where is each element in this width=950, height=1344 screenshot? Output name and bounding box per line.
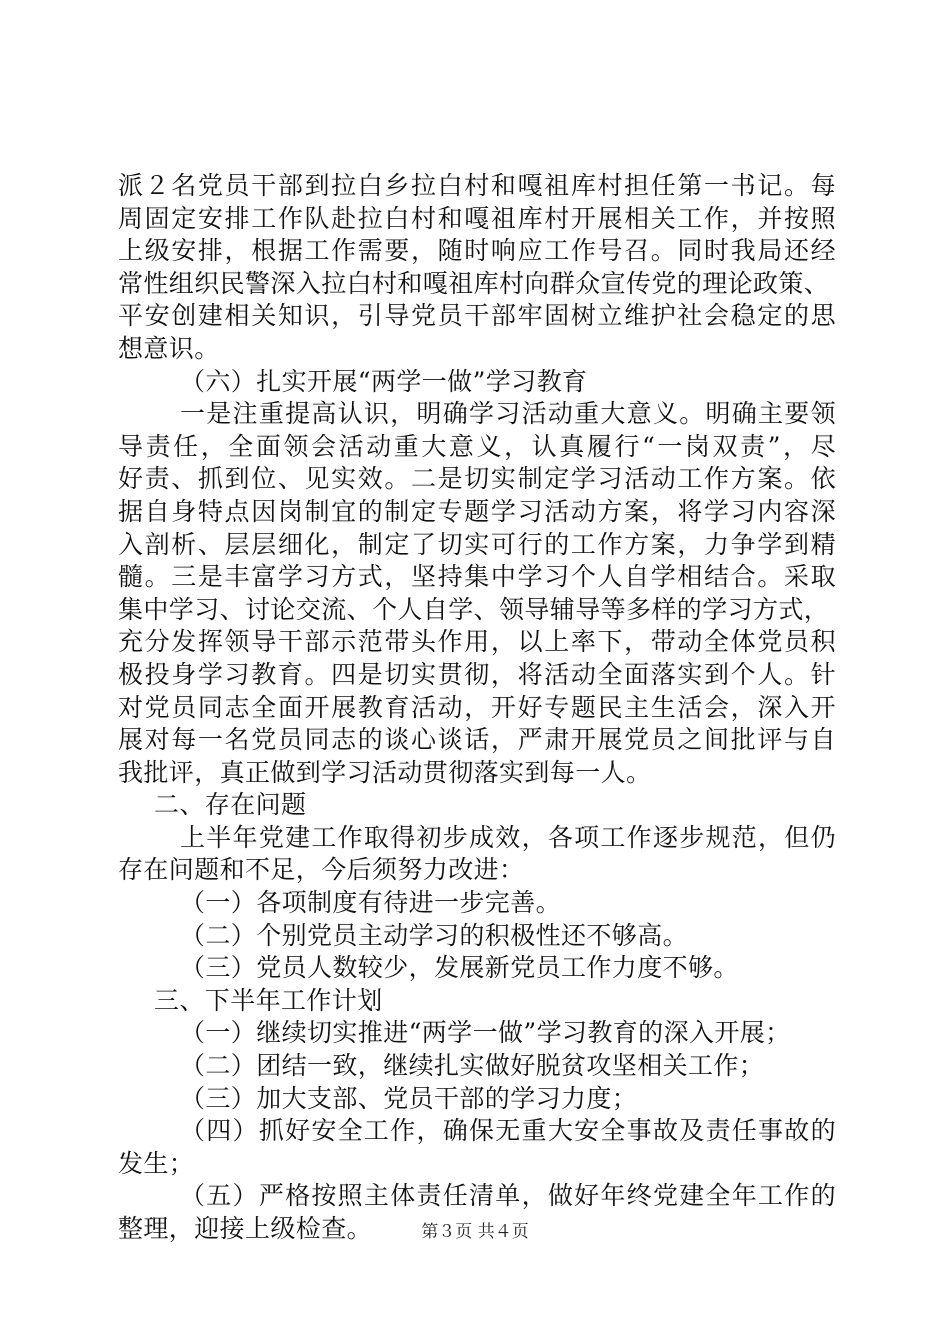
text-line: 派２名党员干部到拉白乡拉白村和嘎祖库村担任第一书记。每 xyxy=(118,171,836,200)
list-item: （三）党员人数较少，发展新党员工作力度不够。 xyxy=(180,953,739,983)
text-line: 周固定安排工作队赴拉白村和嘎祖库村开展相关工作，并按照 xyxy=(118,203,836,233)
text-line: 髓。三是丰富学习方式，坚持集中学习个人自学相结合。采取 xyxy=(118,562,836,592)
list-item: （一）各项制度有待进一步完善。 xyxy=(180,888,562,918)
text-line: 展对每一名党员同志的谈心谈话，严肃开展党员之间批评与自 xyxy=(118,725,836,755)
text-line: 对党员同志全面开展教育活动，开好专题民主生活会，深入开 xyxy=(118,692,836,722)
text-line: 平安创建相关知识，引导党员干部牢固树立维护社会稳定的思 xyxy=(118,301,836,331)
section-heading: 三、下半年工作计划 xyxy=(154,985,383,1015)
document-body xyxy=(118,170,836,1246)
section-heading: 二、存在问题 xyxy=(154,790,307,820)
text-line: 发生； xyxy=(118,1148,195,1178)
list-item: （五）严格按照主体责任清单，做好年终党建全年工作的 xyxy=(180,1181,836,1211)
text-line: 好责、抓到位、见实效。二是切实制定学习活动工作方案。依 xyxy=(118,464,836,494)
text-line: 整理，迎接上级检查。 xyxy=(118,1214,373,1243)
text-line: 想意识。 xyxy=(118,333,220,363)
text-line: 存在问题和不足，今后须努力改进： xyxy=(118,855,525,885)
list-item: （二）个别党员主动学习的积极性还不够高。 xyxy=(180,920,689,950)
list-item: （三）加大支部、党员干部的学习力度； xyxy=(180,1083,638,1113)
paragraph-first-line: 一是注重提高认识，明确学习活动重大意义。明确主要领 xyxy=(180,399,836,429)
text-line: 入剖析、层层细化，制定了切实可行的工作方案，力争学到精 xyxy=(118,529,836,559)
text-line: 据自身特点因岗制宜的制定专题学习活动方案，将学习内容深 xyxy=(118,496,836,526)
text-line: 集中学习、讨论交流、个人自学、领导辅导等多样的学习方式， xyxy=(118,594,830,624)
text-line: 导责任，全面领会活动重大意义，认真履行“一岗双责”，尽 xyxy=(118,431,836,461)
paragraph-first-line: 上半年党建工作取得初步成效，各项工作逐步规范，但仍 xyxy=(180,822,836,852)
list-item: （四）抓好安全工作，确保无重大安全事故及责任事故的 xyxy=(180,1116,836,1146)
text-line: 充分发挥领导干部示范带头作用，以上率下，带动全体党员积 xyxy=(118,627,836,657)
list-item: （一）继续切实推进“两学一做”学习教育的深入开展； xyxy=(180,1018,791,1048)
text-line: 我批评，真正做到学习活动贯彻落实到每一人。 xyxy=(118,757,652,787)
text-line: 常性组织民警深入拉白村和嘎祖库村向群众宣传党的理论政策、 xyxy=(118,268,830,298)
text-line: 上级安排，根据工作需要，随时响应工作号召。同时我局还经 xyxy=(118,236,836,266)
text-line: 极投身学习教育。四是切实贯彻，将活动全面落实到个人。针 xyxy=(118,659,836,689)
page-number-footer: 第３页 共４页 xyxy=(421,1222,529,1242)
section-heading: （六）扎实开展“两学一做”学习教育 xyxy=(180,366,588,396)
list-item: （二）团结一致，继续扎实做好脱贫攻坚相关工作； xyxy=(180,1051,765,1081)
